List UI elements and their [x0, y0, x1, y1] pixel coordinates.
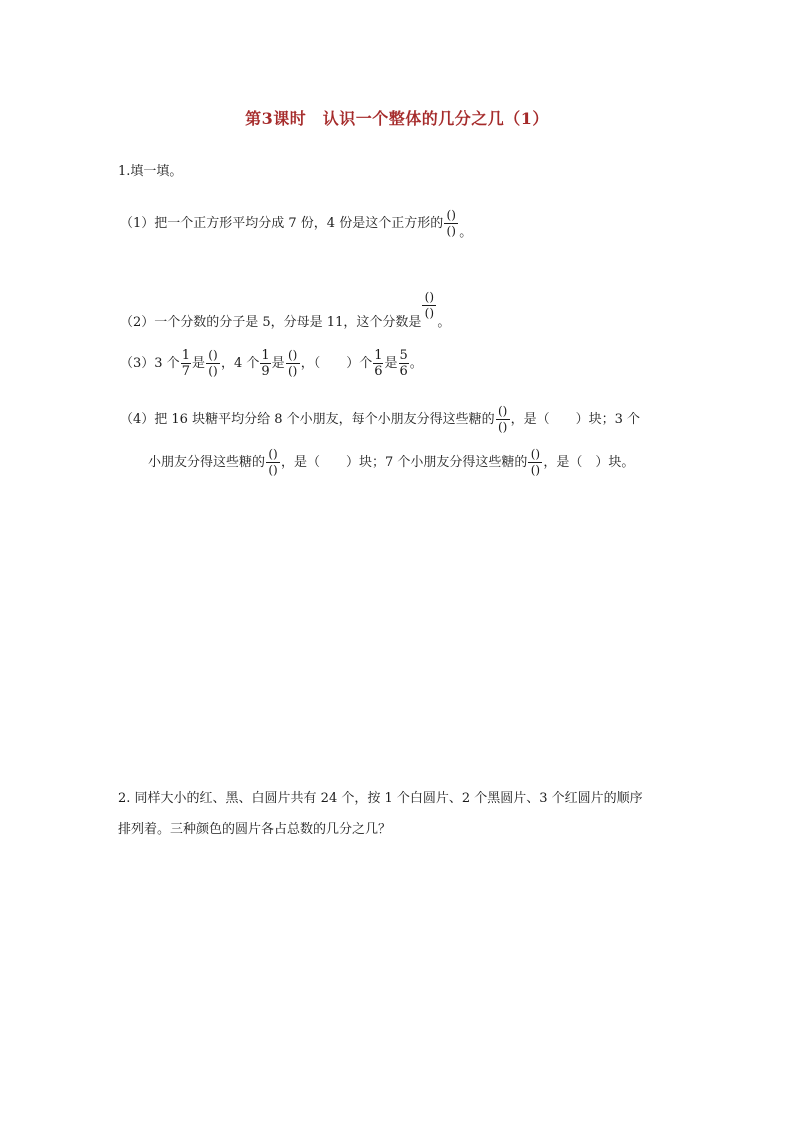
part-4-text: 小朋友分得这些糖的: [148, 455, 266, 470]
denominator: 6: [374, 364, 383, 379]
question-1-heading: 1.填一填。: [118, 164, 183, 179]
denominator-blank[interactable]: (): [268, 463, 278, 477]
answer-fraction-blank[interactable]: [528, 447, 542, 478]
question-1-part-4-line-1: [120, 404, 640, 435]
denominator-blank[interactable]: (): [497, 420, 508, 434]
part-2-text: （2）一个分数的分子是 5，分母是 11，这个分数是: [120, 315, 422, 330]
fraction: [181, 348, 191, 379]
numerator-blank[interactable]: (): [208, 348, 218, 362]
fraction: [260, 348, 270, 379]
part-1-end: 。: [459, 225, 473, 240]
answer-fraction-blank[interactable]: [496, 404, 510, 435]
denominator: 9: [261, 364, 270, 379]
denominator-blank[interactable]: (): [530, 463, 541, 477]
part-3-text: （3）3 个: [120, 356, 180, 371]
denominator: 7: [181, 364, 190, 379]
answer-fraction-blank[interactable]: [444, 208, 458, 239]
question-2-line-1: 2. 同样大小的红、黑、白圆片共有 24 个，按 1 个白圆片、2 个黑圆片、3 个红圆片的顺序: [118, 791, 643, 806]
part-3-text[interactable]: ，（ ）个: [300, 356, 373, 371]
numerator: 5: [399, 348, 408, 363]
part-3-text: 是: [384, 356, 398, 371]
part-2-end: 。: [437, 315, 451, 330]
numerator: 1: [181, 348, 190, 363]
denominator: 6: [399, 364, 408, 379]
answer-fraction-blank[interactable]: [422, 290, 436, 321]
part-4-text[interactable]: ，是（ ）块。: [543, 455, 635, 470]
part-3-text: 是: [271, 356, 285, 371]
answer-fraction-blank[interactable]: [266, 447, 280, 478]
numerator-blank[interactable]: (): [424, 290, 435, 304]
denominator-blank[interactable]: (): [424, 306, 435, 320]
numerator-blank[interactable]: (): [530, 447, 541, 461]
numerator-blank[interactable]: (): [268, 447, 278, 461]
answer-fraction-blank[interactable]: [206, 348, 220, 379]
question-1-part-2: [120, 282, 450, 329]
part-3-end: 。: [409, 356, 423, 371]
numerator-blank[interactable]: (): [497, 404, 508, 418]
fraction: [373, 348, 383, 379]
question-1-part-4-line-2: [148, 447, 634, 478]
question-1-part-3: [120, 348, 423, 379]
question-1-part-1: [120, 208, 472, 239]
answer-fraction-blank[interactable]: [286, 348, 300, 379]
fraction: [399, 348, 409, 379]
denominator-blank[interactable]: (): [446, 224, 456, 238]
numerator: 1: [374, 348, 383, 363]
part-4-text[interactable]: ，是（ ）块；3 个: [510, 412, 641, 427]
denominator-blank[interactable]: (): [288, 364, 298, 378]
question-2-line-2: 排列着。三种颜色的圆片各占总数的几分之几？: [118, 822, 392, 837]
part-3-text: ，4 个: [220, 356, 260, 371]
part-3-text: 是: [191, 356, 205, 371]
part-4-text[interactable]: ，是（ ）块；7 个小朋友分得这些糖的: [281, 455, 528, 470]
part-4-text: （4）把 16 块糖平均分给 8 个小朋友，每个小朋友分得这些糖的: [120, 412, 495, 427]
denominator-blank[interactable]: (): [208, 364, 218, 378]
numerator-blank[interactable]: (): [446, 208, 456, 222]
numerator-blank[interactable]: (): [288, 348, 298, 362]
part-1-text: （1）把一个正方形平均分成 7 份，4 份是这个正方形的: [120, 216, 444, 231]
numerator: 1: [261, 348, 270, 363]
page-title: 第3课时 认识一个整体的几分之几（1）: [245, 109, 549, 128]
